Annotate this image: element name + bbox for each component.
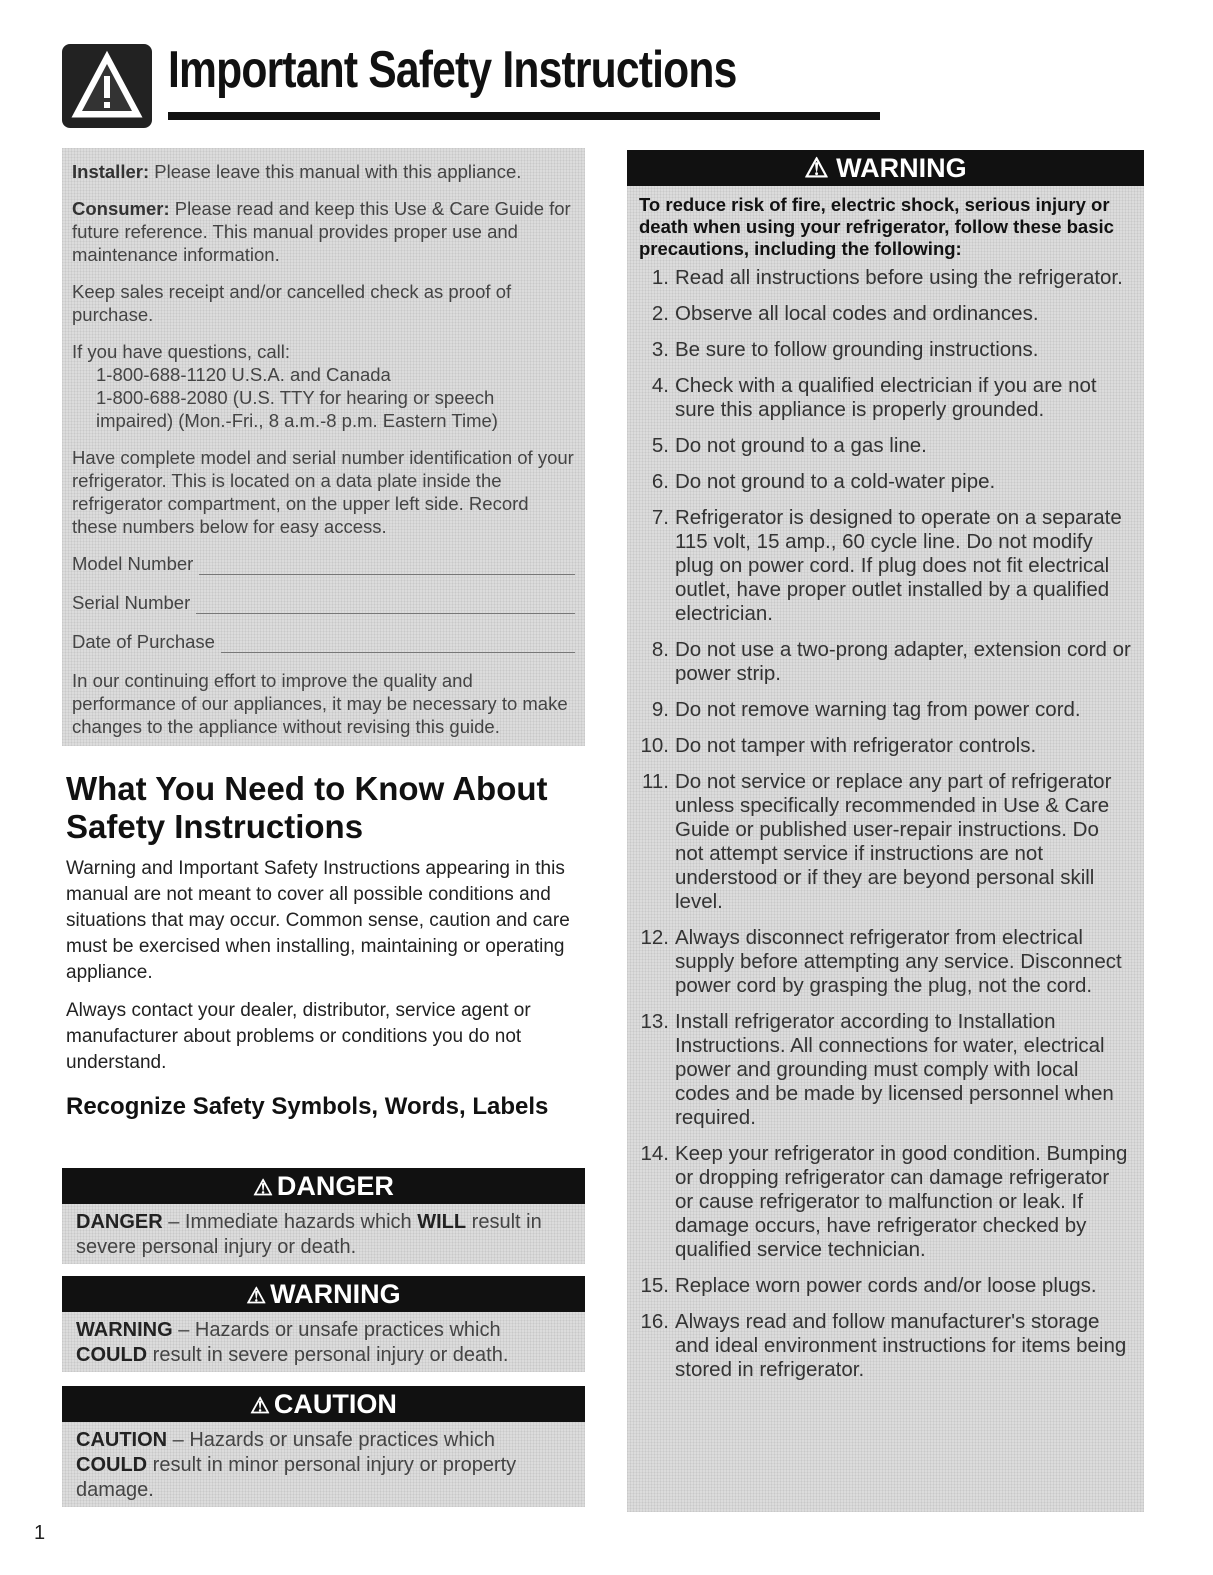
item-text: Do not service or replace any part of refrigerator unless specifically recommended in Use & Care Guide or published user-repair instructions. Do not attempt service if instructions are not understood or if they are beyond personal skill level.	[675, 770, 1112, 913]
serial-number-field: Serial Number	[72, 591, 575, 614]
list-item	[639, 1310, 1132, 1382]
warning-bar: ⚠ WARNING	[62, 1276, 585, 1312]
date-of-purchase-field: Date of Purchase	[72, 630, 575, 653]
alert-triangle-icon: ⚠	[250, 1393, 270, 1418]
list-item	[639, 638, 1132, 686]
warning-label	[62, 1276, 585, 1372]
danger-label	[62, 1168, 585, 1264]
item-text: Check with a qualified electrician if you are not sure this appliance is properly grounded.	[675, 374, 1097, 421]
improvement-note: In our continuing effort to improve the quality and performance of our appliances, it may be necessary to make changes to the appliance without revising this guide.	[72, 670, 568, 737]
list-item	[639, 1010, 1132, 1130]
list-item	[639, 470, 1132, 494]
item-number: 10.	[640, 734, 669, 757]
item-number: 5.	[651, 434, 669, 457]
page-number: 1	[34, 1522, 46, 1544]
list-item	[639, 698, 1132, 722]
warning-box-bar: ⚠ WARNING	[627, 150, 1144, 186]
list-item	[639, 374, 1132, 422]
item-text: Keep your refrigerator in good condition. Bumping or dropping refrigerator can damage refrigerator or cause refrigerator to malfunction or leak. If damage occurs, have refrigerator checked by qualified service technician.	[675, 1142, 1128, 1261]
item-number: 2.	[651, 302, 669, 325]
model-number-field: Model Number	[72, 552, 575, 575]
about-heading: What You Need to Know About Safety Instructions	[66, 770, 548, 845]
about-paragraph-2: Always contact your dealer, distributor, service agent or manufacturer about problems or conditions you do not understand.	[66, 1000, 531, 1073]
alert-triangle-icon: ⚠	[804, 153, 829, 183]
item-number: 8.	[651, 638, 669, 661]
caution-bar: ⚠ CAUTION	[62, 1386, 585, 1422]
phone-number-1: 1-800-688-1120 U.S.A. and Canada	[96, 364, 391, 385]
item-number: 1.	[651, 266, 669, 289]
warning-precautions-box	[627, 150, 1144, 1512]
item-text: Always disconnect refrigerator from electrical supply before attempting any service. Disconnect power cord by grasping the plug, not the cord.	[675, 926, 1122, 997]
item-text: Do not tamper with refrigerator controls.	[675, 734, 1037, 757]
list-item	[639, 1274, 1132, 1298]
list-item	[639, 266, 1132, 290]
danger-bar: ⚠ DANGER	[62, 1168, 585, 1204]
item-text: Read all instructions before using the refrigerator.	[675, 266, 1123, 289]
page-header	[62, 40, 822, 122]
questions-note: If you have questions, call:	[72, 341, 291, 362]
phone-list	[96, 363, 575, 432]
list-item	[639, 770, 1132, 914]
item-text: Do not ground to a cold-water pipe.	[675, 470, 996, 493]
item-text: Do not use a two-prong adapter, extension cord or power strip.	[675, 638, 1131, 685]
item-number: 7.	[651, 506, 669, 529]
warning-triangle-icon	[62, 44, 152, 128]
item-number: 3.	[651, 338, 669, 361]
precautions-list	[627, 266, 1144, 1382]
alert-triangle-icon: ⚠	[246, 1283, 267, 1308]
model-info-note: Have complete model and serial number identification of your refrigerator. This is located on a data plate inside the refrigerator compartment, on the upper left side. Record these numbers below for easy access.	[72, 447, 574, 537]
danger-description: DANGER – Immediate hazards which WILL result in severe personal injury or death.	[62, 1204, 585, 1264]
list-item	[639, 734, 1132, 758]
item-text: Always read and follow manufacturer's storage and ideal environment instructions for items being stored in refrigerator.	[675, 1310, 1127, 1381]
list-item	[639, 506, 1132, 626]
warning-intro: To reduce risk of fire, electric shock, serious injury or death when using your refrigerator, follow these basic precautions, including the following:	[639, 194, 1114, 259]
list-item	[639, 926, 1132, 998]
item-number: 15.	[640, 1274, 669, 1297]
caution-label	[62, 1386, 585, 1507]
consumer-note: Consumer: Please read and keep this Use & Care Guide for future reference. This manual provides proper use and maintenance information.	[72, 198, 571, 265]
item-text: Do not remove warning tag from power cord.	[675, 698, 1081, 721]
list-item	[639, 338, 1132, 362]
alert-triangle-icon: ⚠	[253, 1175, 273, 1200]
title-underline	[168, 112, 880, 120]
about-section	[66, 770, 586, 1130]
page-title: Important Safety Instructions	[168, 41, 737, 99]
caution-description: CAUTION – Hazards or unsafe practices which COULD result in minor personal injury or property damage.	[62, 1422, 585, 1507]
list-item	[639, 302, 1132, 326]
item-number: 11.	[642, 770, 669, 793]
item-text: Refrigerator is designed to operate on a separate 115 volt, 15 amp., 60 cycle line. Do not modify plug on power cord. If plug does not fit electrical outlet, have proper outlet installed by a qualified electrician.	[675, 506, 1122, 625]
installer-note: Installer: Please leave this manual with this appliance.	[72, 161, 522, 182]
item-number: 14.	[640, 1142, 669, 1165]
list-item	[639, 434, 1132, 458]
item-text: Install refrigerator according to Installation Instructions. All connections for water, electrical power and grounding must comply with local codes and be made by licensed personnel when required.	[675, 1010, 1114, 1129]
item-text: Observe all local codes and ordinances.	[675, 302, 1039, 325]
item-number: 4.	[651, 374, 669, 397]
about-paragraph-1: Warning and Important Safety Instructions appearing in this manual are not meant to cover all possible conditions and situations that may occur. Common sense, caution and care must be exercised when installing, maintaining or operating appliance.	[66, 858, 570, 983]
symbols-subheading: Recognize Safety Symbols, Words, Labels	[66, 1093, 549, 1120]
item-number: 12.	[640, 926, 669, 949]
item-text: Be sure to follow grounding instructions.	[675, 338, 1039, 361]
item-number: 9.	[651, 698, 669, 721]
warning-description: WARNING – Hazards or unsafe practices which COULD result in severe personal injury or death.	[62, 1312, 585, 1372]
item-text: Replace worn power cords and/or loose plugs.	[675, 1274, 1097, 1297]
list-item	[639, 1142, 1132, 1262]
phone-number-2: 1-800-688-2080 (U.S. TTY for hearing or speech impaired) (Mon.-Fri., 8 a.m.-8 p.m. Eastern Time)	[96, 387, 498, 431]
item-number: 13.	[640, 1010, 669, 1033]
owner-info-box	[62, 148, 585, 746]
receipt-note: Keep sales receipt and/or cancelled check as proof of purchase.	[72, 281, 512, 325]
item-number: 16.	[640, 1310, 669, 1333]
item-number: 6.	[651, 470, 669, 493]
item-text: Do not ground to a gas line.	[675, 434, 927, 457]
